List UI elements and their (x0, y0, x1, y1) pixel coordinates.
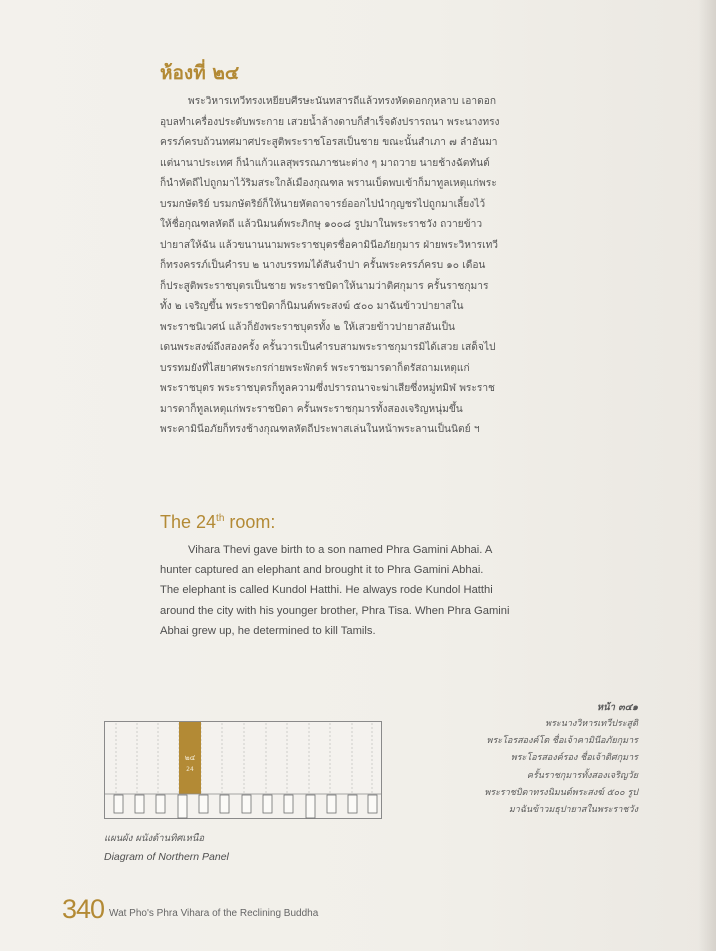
highlight-label-number: 24 (186, 766, 194, 773)
window-opening (263, 795, 272, 813)
thai-text-line: ก็นำหัตถีไปถูกมาไว้ริมสระใกล้เมืองกุณฑล พรานเบ็ดพบเข้าก็มาทูลเหตุแก่พระ (160, 178, 497, 189)
caption-line: มาฉันข้าวมธุปายาสในพระราชวัง (508, 805, 638, 816)
window-opening (199, 795, 208, 813)
thai-room-heading: ห้องที่ ๒๔ (160, 62, 240, 84)
caption-line: พระโอรสองค์รอง ชื่อเจ้าติศกุมาร (510, 753, 638, 764)
caption-line: ครั้นราชกุมารทั้งสองเจริญวัย (526, 770, 638, 781)
thai-text-line: บรมกษัตริย์ บรมกษัตริย์ก็ให้นายหัตถาจารย์ออกไปนำกุญชรไปถูกมาเลี้ยงไว้ (160, 198, 486, 210)
thai-text-line: บรรทมยังที่ไสยาศพระกรก่ายพระพักตร์ พระราชมารดาก็ตรัสถามเหตุแก่ (160, 362, 470, 374)
window-opening (156, 795, 165, 813)
image-caption (484, 700, 638, 819)
english-text-line: Abhai grew up, he determined to kill Tamils. (160, 624, 376, 637)
window-opening (284, 795, 293, 813)
door-opening (306, 795, 315, 818)
thai-text-line: แต่นานาประเทศ ก็นำแก้วแลสุพรรณภาชนะต่าง ๆ มาถวาย นายช้างฉัตทันต์ (160, 157, 490, 169)
english-room-heading: The 24th room: (160, 512, 276, 532)
thai-text-line: ปายาสให้ฉัน แล้วขนานนามพระราชบุตรชื่อคามินีอภัยกุมาร ฝ่ายพระวิหารเทวี (160, 239, 499, 251)
door-opening (178, 795, 187, 818)
english-text-line: The elephant is called Kundol Hatthi. He always rode Kundol Hatthi (160, 584, 493, 597)
highlight-label-th: ๒๔ (184, 753, 196, 762)
page-number: 340 (62, 894, 105, 924)
english-text-line: Vihara Thevi gave birth to a son named Phra Gamini Abhai. A (188, 544, 493, 556)
window-opening (114, 795, 123, 813)
thai-text-line: พระวิหารเทวีทรงเหยียบศีรษะนันทสารถีแล้วทรงหัดดอกกุหลาบ เอาดอก (188, 96, 497, 107)
thai-text-line: พระราชนิเวศน์ แล้วก็ยังพระราชบุตรทั้ง ๒ ให้เสวยข้าวปายาสอันเป็น (160, 321, 456, 333)
thai-text-line: ครรภ์ครบถ้วนทศมาศประสูติพระราชโอรสเป็นชาย ขณะนั้นสำเภา ๗ ลำอันมา (160, 137, 498, 148)
thai-text-line: ทั้ง ๒ เจริญขึ้น พระราชบิดาก็นิมนต์พระสงฆ์ ๕๐๐ มาฉันข้าวปายาสใน (160, 301, 464, 312)
running-footer-title: Wat Pho's Phra Vihara of the Reclining Buddha (109, 908, 319, 919)
thai-text-line: พระราชบุตร พระราชบุตรก็ทูลความซึ่งปรารถนาจะฆ่าเสียซึ่งหมู่ทมิฬ พระราช (160, 383, 495, 394)
thai-text-line: ให้ชื่อกุณฑลหัตถี แล้วนิมนต์พระภิกษุ ๑๐๐๘ รูปมาในพระราชวัง ถวายข้าว (160, 219, 483, 230)
window-opening (242, 795, 251, 813)
thai-text-line: อุบลทำเครื่องประดับพระกาย เสวยน้ำล้างดาบก็สำเร็จดังปรารถนา พระนางทรง (160, 116, 500, 128)
caption-line: พระราชบิดาทรงนิมนต์พระสงฆ์ ๕๐๐ รูป (484, 787, 638, 798)
window-opening (327, 795, 336, 813)
window-opening (348, 795, 357, 813)
thai-story-text (160, 92, 574, 441)
caption-line: พระโอรสองค์โต ชื่อเจ้าคามินีอภัยกุมาร (486, 736, 638, 747)
caption-line: พระนางวิหารเทวีประสูติ (545, 719, 638, 729)
page-edge-shadow (698, 0, 716, 951)
english-story-text (160, 540, 580, 641)
thai-text-line: เดนพระสงฆ์ถึงสองครั้ง ครั้นวารเป็นคำรบสามพระราชกุมารมิได้เสวย เสด็จไป (160, 342, 496, 353)
thai-text-line: มารดาก็ทูลเหตุแก่พระราชบิดา ครั้นพระราชกุมารทั้งสองเจริญหนุ่มขึ้น (160, 403, 463, 415)
diagram-caption-english: Diagram of Northern Panel (104, 851, 229, 863)
window-opening (220, 795, 229, 813)
thai-text-line: พระคามินีอภัยก็ทรงช้างกุณฑลหัตถีประพาสเล่นในหน้าพระลานเป็นนิตย์ ฯ (160, 424, 480, 435)
english-text-line: hunter captured an elephant and brought it to Phra Gamini Abhai. (160, 564, 484, 577)
window-opening (135, 795, 144, 813)
thai-text-line: ก็ประสูติพระราชบุตรเป็นชาย พระราชบิดาให้นามว่าติศกุมาร ครั้นราชกุมาร (160, 280, 489, 292)
english-text-line: around the city with his younger brother, Phra Tisa. When Phra Gamini (160, 604, 510, 617)
northern-panel-diagram (104, 721, 382, 819)
diagram-caption-thai: แผนผัง ผนังด้านทิศเหนือ (104, 833, 205, 844)
thai-text-line: ก็ทรงครรภ์เป็นคำรบ ๒ นางบรรทมได้สันจำปา ครั้นพระครรภ์ครบ ๑๐ เดือน (160, 260, 486, 271)
window-opening (368, 795, 377, 813)
caption-page-reference: หน้า ๓๔๑ (596, 702, 638, 713)
